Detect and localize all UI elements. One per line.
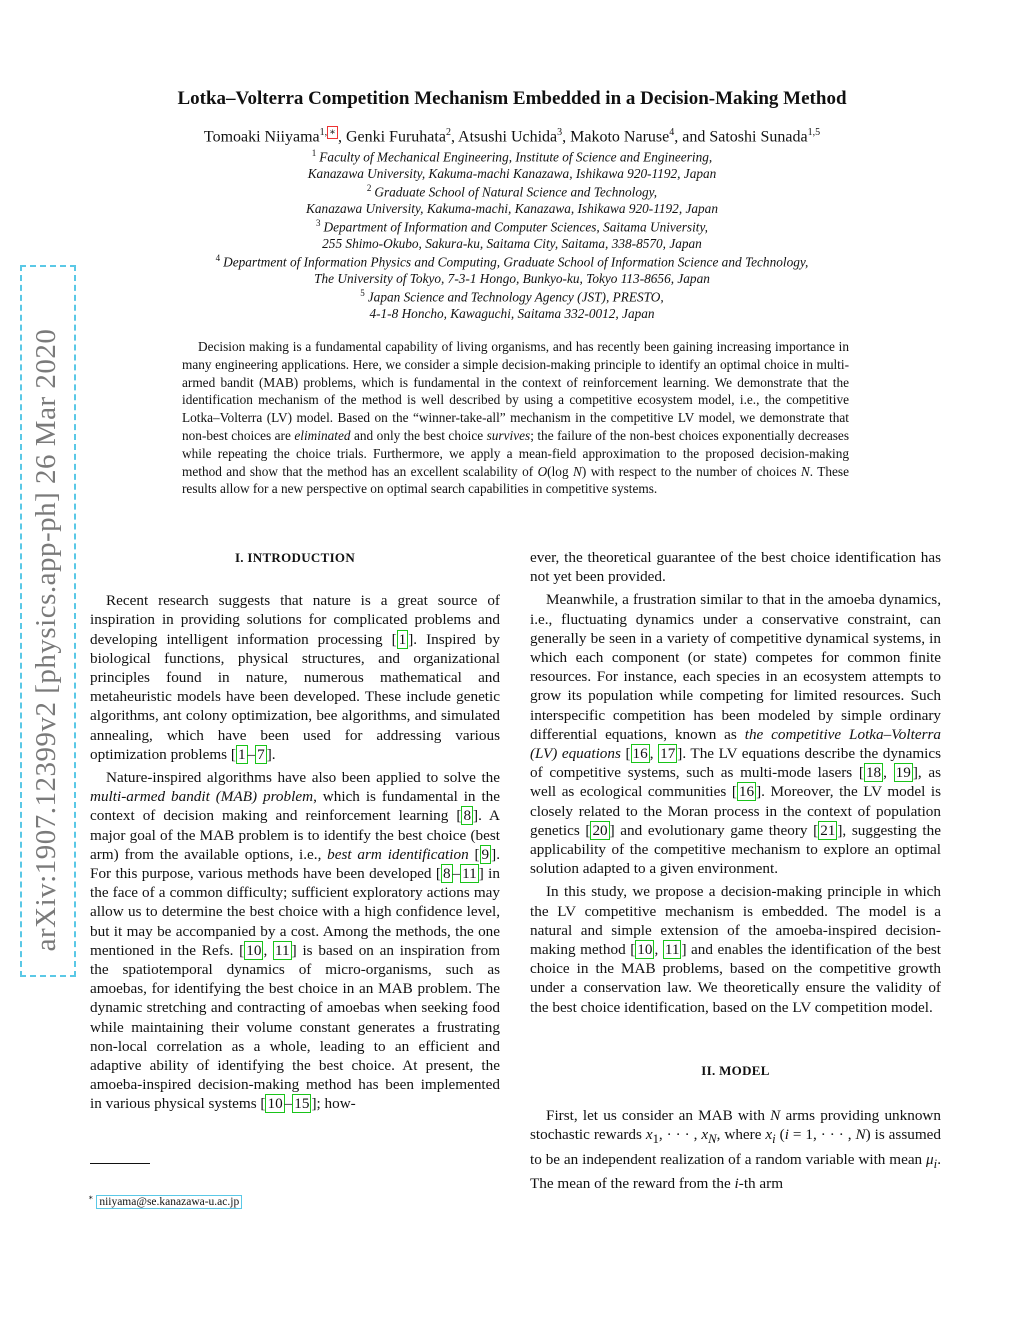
arxiv-stamp[interactable]: arXiv:1907.12399v2 [physics.app-ph] 26 Mar 2020	[30, 328, 62, 952]
abstract-emphasis: O	[537, 463, 548, 479]
corresponding-author-link[interactable]: ∗	[329, 127, 336, 138]
citation-link[interactable]: 1	[237, 745, 246, 763]
footnote-rule	[90, 1163, 150, 1164]
affiliation-2-line-1	[0, 183, 1024, 200]
citation-link[interactable]: 16	[632, 745, 648, 763]
citation-link[interactable]: 10	[267, 1095, 283, 1113]
citation-link[interactable]: 10	[246, 941, 262, 959]
abstract-text: Decision making is a fundamental capability of living organisms, and has recently been gaining increasing importance in many engineering applications. Here, we consider a simple decision-making principle to identify an optimal choice in multi-armed bandit (MAB) problems, which is fundamental in the context of reinforcement learning. We demonstrate that the identification mechanism of the method is well described by using a competitive ecosystem model, i.e., the competitive Lotka–Volterra (LV) model. Based on the “winner-take-all” mechanism in the competitive LV model, we demonstrate that non-best choices are	[182, 339, 849, 443]
citation-link[interactable]: 16	[738, 783, 755, 801]
footnote-mark: ∗	[88, 1193, 94, 1202]
intro-paragraph-1: Recent research suggests that nature is a great source of inspiration in providing solutions for complicated problems and developing intelligent information processing [ 1 ]. Inspired by biological functions, physical structures, and organizational principles found in nature, numerous mathematical and metaheuristic models have been developed. These include genetic algorithms, ant colony optimization, bee algorithms, and simulated annealing, which have been used for addressing various optimization problems [ 1 – 7 ].	[90, 592, 500, 763]
affiliation-1-line-2: Kanazawa University, Kakuma-machi Kanazawa, Ishikawa 920-1192, Japan	[307, 166, 717, 181]
email-link[interactable]: niiyama@se.kanazawa-u.ac.jp	[96, 1195, 242, 1209]
intro-paragraph-2: Nature-inspired algorithms have also been applied to solve the multi-armed bandit (MAB) problem, which is fundamental in the context of decision making and reinforcement learning [ 8 ]. A major goal of the MAB problem is to identify the best choice (best arm) from the available options, i.e., best arm identification [ 9 ]. For this purpose, various methods have been developed [ 8 – 11 ] in the face of a common difficulty; sufficient exploratory actions may allow us to determine the best choice with a high confidence level, but it may be accompanied by a cost. Among the methods, the one mentioned in the Refs. [ 10 , 11 ] is based on an inspiration from the spatiotemporal dynamics of micro-organisms, such as amoebas, for identifying the best choice in an MAB problem. The dynamic stretching and contracting of amoebas when seeking food while maintaining their volume constant generates a frustrating non-local correlation as a whole, leading to an efficient and adaptive ability of identifying the best choice. At present, the amoeba-inspired decision-making method has been implemented in various physical systems [ 10 – 15 ]; how-	[90, 769, 501, 1113]
author-sup: 1,5	[807, 127, 821, 138]
author-name: Tomoaki Niiyama	[203, 128, 320, 146]
citation-link[interactable]: 11	[275, 941, 290, 959]
affiliation-5-line-1	[0, 288, 1024, 305]
author-sup: 3	[557, 127, 563, 138]
model-paragraph-1: First, let us consider an MAB with N arms providing unknown stochastic rewards $x_1$, · · · , $x_N$, where $x_i$ (i = 1, · · · , N) is assumed to be an independent realization of a random variable with mean $\mu_i$. The mean of the reward from the i-th arm	[530, 1107, 941, 1192]
abstract	[182, 338, 849, 498]
affiliation-sup: 4	[215, 253, 221, 263]
citation-link[interactable]: 8	[463, 807, 472, 825]
author-name: , and Satoshi Sunada	[674, 128, 808, 146]
citation-link[interactable]: 7	[257, 745, 265, 763]
abstract-emphasis: eliminated	[294, 427, 351, 443]
abstract-text: . These results allow for a new perspective on optimal search capabilities in competitive systems.	[182, 463, 850, 497]
author-list	[0, 127, 1024, 146]
author-name: , Atsushi Uchida	[450, 128, 558, 146]
affiliation-text: Department of Information and Computer Sciences, Saitama University,	[323, 219, 708, 235]
affiliation-text: Faculty of Mechanical Engineering, Institute of Science and Engineering,	[319, 149, 713, 165]
abstract-emphasis: survives	[486, 427, 531, 443]
abstract-text: (log	[547, 463, 573, 479]
affiliation-text: Japan Science and Technology Agency (JST), PRESTO,	[367, 289, 664, 305]
author-sup: 2	[445, 127, 451, 138]
section-heading-introduction: I. INTRODUCTION	[234, 550, 356, 565]
citation-link[interactable]: 9	[481, 845, 490, 863]
citation-link[interactable]: 1	[398, 630, 407, 648]
affiliation-4-line-1	[0, 253, 1024, 270]
citation-link[interactable]: 17	[660, 745, 676, 763]
abstract-text: and only the best choice	[350, 427, 487, 443]
affiliation-2-line-2: Kanazawa University, Kakuma-machi, Kanazawa, Ishikawa 920-1192, Japan	[306, 201, 718, 216]
footnote	[88, 1193, 242, 1208]
citation-link[interactable]: 20	[592, 821, 608, 839]
abstract-text: ) with respect to the number of choices	[581, 463, 801, 479]
citation-link[interactable]: 8	[442, 865, 451, 883]
intro-paragraph-3: Meanwhile, a frustration similar to that in the amoeba dynamics, i.e., fluctuating dynamics under a conservative constraint, can generally be seen in a variety of competitive dynamical systems, in which each component (or state) competes for common finite resources. For instance, each species in an ecosystem attempts to grow its population while competing for limited resources. Such interspecific competition has been modeled by simple ordinary differential equations, known as the competitive Lotka–Volterra (LV) equations [ 16 , 17 ]. The LV equations describe the dynamics of competitive systems, such as multi-mode lasers [ 18 , 19 ], as well as ecological communities [ 16 ]. Moreover, the LV model is closely related to the Moran process in the context of population genetics [ 20 ] and evolutionary game theory [ 21 ], suggesting the applicability of the competitive mechanism to explore an optimal solution adapted to a given environment.	[530, 591, 941, 878]
affiliation-sup: 2	[366, 183, 372, 193]
author-sup: 1,	[319, 127, 328, 138]
affiliation-1-line-1	[0, 148, 1024, 165]
affiliation-4-line-2: The University of Tokyo, 7-3-1 Hongo, Bunkyo-ku, Tokyo 113-8656, Japan	[314, 271, 710, 286]
affiliation-3-line-1	[0, 218, 1024, 235]
affiliation-5-line-2: 4-1-8 Honcho, Kawaguchi, Saitama 332-0012, Japan	[369, 306, 655, 321]
citation-link[interactable]: 15	[294, 1095, 310, 1113]
author-sup: 4	[669, 127, 675, 138]
left-column	[90, 548, 500, 1114]
citation-link[interactable]: 11	[462, 865, 477, 883]
citation-link[interactable]: 10	[637, 941, 653, 959]
affiliation-text: Graduate School of Natural Science and Technology,	[374, 184, 658, 200]
intro-paragraph-4: In this study, we propose a decision-making principle in which the LV competitive mechanism is embedded. The model is a natural and simple extension of the amoeba-inspired decision-making method [ 10 , 11 ] and enables the identification of the best choice in the MAB problems, based on the competitive growth under a conservation law. We theoretically ensure the validity of the best choice identification, based on the LV competition model.	[530, 883, 942, 1016]
affiliation-3-line-2: 255 Shimo-Okubo, Sakura-ku, Saitama City, Saitama, 338-8570, Japan	[322, 236, 702, 251]
citation-link[interactable]: 21	[820, 821, 836, 839]
affiliation-text: Department of Information Physics and Computing, Graduate School of Information Science and Technology,	[223, 254, 809, 270]
abstract-emphasis: N	[800, 463, 810, 479]
affiliation-sup: 3	[316, 218, 321, 228]
abstract-text: ; the failure of the non-best choices exponentially decreases while repeating the choice trials. Furthermore, we apply a mean-field approximation to the proposed decision-making method and show that the method has an excellent scalability of	[182, 427, 849, 479]
author-name: , Makoto Naruse	[562, 128, 670, 146]
affiliation-sup: 1	[311, 148, 317, 158]
affiliation-sup: 5	[360, 288, 365, 298]
paper-title: Lotka–Volterra Competition Mechanism Embedded in a Decision-Making Method	[177, 88, 847, 109]
citation-link[interactable]: 19	[895, 764, 911, 782]
abstract-emphasis: N	[573, 463, 582, 479]
citation-link[interactable]: 18	[865, 764, 882, 782]
author-name: , Genki Furuhata	[337, 128, 446, 146]
section-heading-model: II. MODEL	[701, 1062, 770, 1078]
citation-link[interactable]: 11	[664, 941, 680, 959]
right-column	[530, 548, 941, 1193]
intro-paragraph-2-continued: ever, the theoretical guarantee of the best choice identification has not yet been provided.	[530, 549, 941, 586]
